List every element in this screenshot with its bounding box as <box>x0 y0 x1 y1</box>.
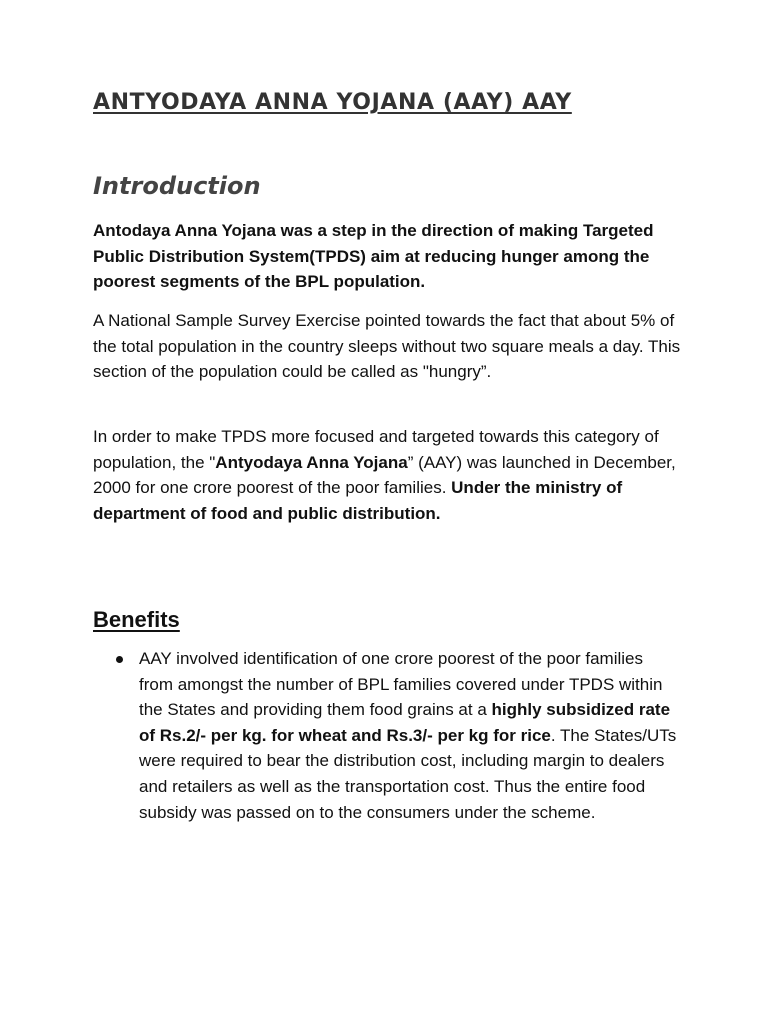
benefits-heading: Benefits <box>93 607 180 632</box>
benefits-list <box>93 646 683 825</box>
intro-p3-text-2: ” (AAY) was launched in December, 2000 for one crore poorest of the poor families. <box>93 452 676 498</box>
benefit-rates: highly subsidized rate of Rs.2/- per kg. for wheat and Rs.3/- per kg for rice <box>139 700 671 745</box>
intro-paragraph-1: Antodaya Anna Yojana was a step in the direction of making Targeted Public Distribution System(TPDS) aim at reducing hunger among the poorest segments of the BPL population. <box>93 221 654 292</box>
intro-paragraph-3 <box>93 424 683 526</box>
intro-p3-text-1: In order to make TPDS more focused and targeted towards this category of population, the " <box>93 427 659 472</box>
intro-paragraph-2: A National Sample Survey Exercise pointed towards the fact that about 5% of the total population in the country sleeps without two square meals a day. This section of the population could be called as "hungry”. <box>93 311 681 382</box>
benefit-text-2: . The States/UTs were required to bear the distribution cost, including margin to dealers and retailers as well as the transportation cost. Thus the entire food subsidy was passed on to the consumers under the scheme. <box>139 725 677 822</box>
intro-p3-scheme-name: Antyodaya Anna Yojana <box>215 452 408 472</box>
document-title: ANTYODAYA ANNA YOJANA (AAY) AAY <box>93 90 572 115</box>
list-item <box>93 646 679 825</box>
intro-p3-ministry: Under the ministry of department of food and public distribution. <box>93 478 623 523</box>
document-page <box>93 86 683 822</box>
benefit-text-1: AAY involved identification of one crore poorest of the poor families from amongst the number of BPL families covered under TPDS within the States and providing them food grains at a <box>139 649 663 720</box>
introduction-heading: Introduction <box>93 172 261 200</box>
bullet-icon <box>116 656 123 663</box>
